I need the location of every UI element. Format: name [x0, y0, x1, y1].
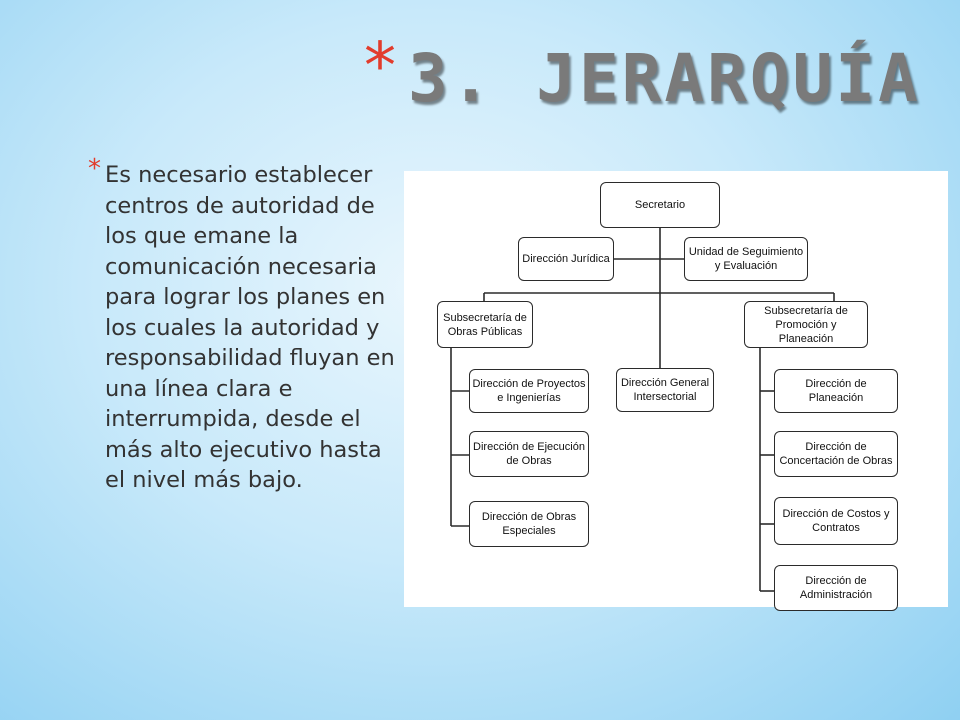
node-direccion-general: Dirección General Intersectorial — [616, 368, 714, 412]
title-asterisk: * — [364, 30, 396, 104]
node-unidad-seguimiento: Unidad de Seguimiento y Evaluación — [684, 237, 808, 281]
node-left-2: Dirección de Ejecución de Obras — [469, 431, 589, 477]
node-right-3: Dirección de Costos y Contratos — [774, 497, 898, 545]
node-secretario: Secretario — [600, 182, 720, 228]
node-right-1: Dirección de Planeación — [774, 369, 898, 413]
bullet-asterisk: * — [88, 154, 101, 184]
node-left-3: Dirección de Obras Especiales — [469, 501, 589, 547]
slide-title: 3. JERARQUÍA — [408, 40, 921, 117]
node-subsecretaria-promocion: Subsecretaría de Promoción y Planeación — [744, 301, 868, 348]
org-chart — [404, 171, 948, 607]
bullet-text: Es necesario establecer centros de autoridad de los que emane la comunicación necesaria para lograr los planes en los cuales la autoridad y responsabilidad fluyan en una línea clara e interrumpida, desde el más alto ejecutivo hasta el nivel más bajo. — [105, 162, 395, 493]
node-direccion-juridica: Dirección Jurídica — [518, 237, 614, 281]
node-left-1: Dirección de Proyectos e Ingenierías — [469, 369, 589, 413]
node-right-4: Dirección de Administración — [774, 565, 898, 611]
node-right-2: Dirección de Concertación de Obras — [774, 431, 898, 477]
node-subsecretaria-obras: Subsecretaría de Obras Públicas — [437, 301, 533, 348]
